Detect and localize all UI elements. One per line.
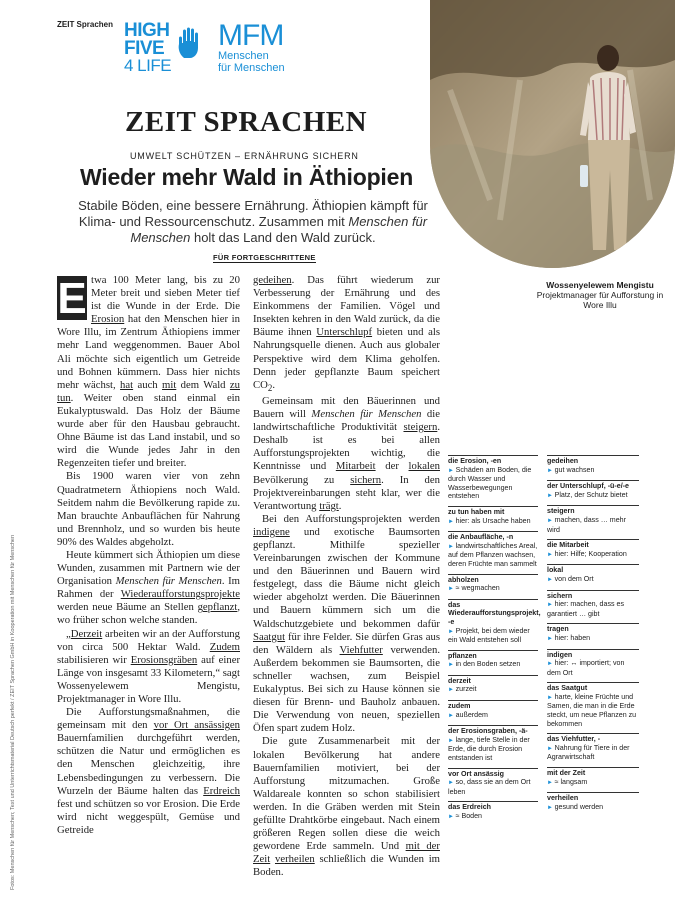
text: . — [272, 378, 275, 391]
vocab-term: mit der Zeit — [547, 769, 586, 778]
vocab-entry — [448, 725, 538, 762]
vocab-definition-text: hier: Hilfe; Kooperation — [554, 549, 627, 558]
vocab-link: zu tun — [57, 378, 240, 404]
vocab-entry — [547, 649, 639, 678]
vocab-link: Erdreich — [203, 784, 240, 797]
vocab-definition-text: gut wachsen — [554, 465, 595, 474]
triangle-icon: ► — [547, 661, 555, 668]
vocab-definition — [448, 778, 538, 796]
vocab-definition — [547, 634, 639, 644]
vocab-link: gepflanzt — [197, 601, 238, 614]
vocab-term: die Anbaufläche, -n — [448, 533, 514, 542]
vocab-definition — [448, 517, 538, 527]
text: die landwirtschaftliche Produktivität — [253, 408, 440, 434]
photo-caption — [530, 280, 670, 310]
vocab-term: gedeihen — [547, 457, 579, 465]
photo-credit: Fotos: Menschen für Menschen; Text und Unterrichtsmaterial Deutsch perfekt / ZEIT Sprachen GmbH in Kooperation mit Menschen für Menschen — [10, 534, 16, 890]
vocab-definition — [547, 778, 639, 788]
vocab-link: vor Ort ansässigen — [153, 719, 241, 732]
triangle-icon: ► — [547, 804, 555, 811]
vocab-link: Erosionsgräben — [130, 653, 198, 666]
paragraph-2: Bis 1900 waren vier von zehn Quadratmetern Äthiopiens noch Wald. Seitdem nahm die Bevölkerung rapide zu. Man brauchte Anbauflächen für Nahrung und Brennholz, und so wurden bis heute 90% des Waldes abgeholzt. — [57, 470, 240, 548]
portrait-photo — [430, 0, 675, 268]
vocab-definition — [448, 466, 538, 501]
paragraph-9 — [253, 735, 440, 879]
body-column-1 — [57, 274, 240, 837]
triangle-icon: ► — [547, 467, 555, 474]
vocab-entry — [448, 531, 538, 568]
text: Bevölkerung zu — [253, 473, 351, 486]
vocab-entry — [448, 675, 538, 695]
vocab-definition-text: von dem Ort — [554, 574, 594, 583]
org-name: Menschen für Menschen — [311, 408, 422, 421]
vocab-term: vor Ort ansässig — [448, 769, 504, 778]
caption-name: Wossenyelewem Mengistu — [546, 280, 654, 290]
paragraph-3 — [57, 549, 240, 628]
vocab-link: Wiederaufforstungsprojekte — [120, 588, 240, 601]
triangle-icon: ► — [547, 576, 555, 583]
text: stabilisieren wir — [57, 653, 131, 666]
vocab-definition-text: Projekt, bei dem wieder ein Wald entstehen soll — [448, 626, 530, 645]
text: Heute kümmert sich Äthiopien um diese Wunden, zusammen mit Partnern wie der Organisation — [57, 548, 240, 588]
vocab-definition-text: Nahrung für Tiere in der Agrarwirtschaft — [547, 743, 630, 762]
vocab-link: lokalen — [408, 460, 440, 473]
vocab-term: zu tun haben mit — [448, 507, 505, 516]
text: . Deshalb ist es bei allen Aufforstungsprojekten wichtig, die Kenntnisse und — [253, 421, 440, 473]
vocab-link: Mitarbeit — [335, 460, 376, 473]
text: für ihre Felder. Sie dürfen Gras aus den Wäldern als — [253, 630, 440, 656]
vocab-term: die Mitarbeit — [547, 541, 589, 550]
vocab-definition-text: ≈ Boden — [455, 812, 482, 820]
vocab-entry — [547, 505, 639, 534]
vocab-definition — [547, 659, 639, 677]
vocab-term: die Erosion, -en — [448, 457, 502, 465]
text: werden neue Bäume an Stellen — [57, 601, 198, 614]
text: . Im Rahmen der — [57, 575, 240, 601]
kicker: UMWELT SCHÜTZEN – ERNÄHRUNG SICHERN — [130, 151, 359, 161]
vocab-definition — [547, 575, 639, 585]
vocab-term: steigern — [547, 507, 575, 516]
vocab-entry — [547, 792, 639, 812]
body-column-2 — [253, 274, 440, 879]
paragraph-8 — [253, 513, 440, 736]
vocab-entry — [547, 623, 639, 643]
vocab-entry — [547, 480, 639, 500]
text: Gemeinsam mit den Bäuerinnen und Bauern will — [253, 394, 440, 421]
text: Bauernfamilien durchgeführt werden, schützen die Natur und ermöglichen es den Menschen gleichzeitig, ihre Lebensbedingungen zu verbessern. Die Wurzeln der Bäume halten das — [57, 732, 240, 797]
text: Die gute Zusammenarbeit mit der lokalen Bevölkerung hat andere Bauernfamilien motiviert, bei der Aufforstung mitzumachen. Große Waldareale konnten so schon stabilisiert werden. In die Gräben werden mit Stein gefüllte Drahtkörbe eingebaut. Nach einem größeren Regen sollen diese die weich gewordene Erde sammeln. Und — [253, 735, 440, 853]
vocab-definition-text: so, dass sie an dem Ort leben — [448, 778, 531, 796]
vocab-entry — [547, 767, 639, 787]
highfive-line3: 4 LIFE — [124, 56, 172, 76]
triangle-icon: ► — [547, 517, 555, 524]
text: auch — [133, 378, 163, 391]
teaser-part2: holt das Land den Wald zurück. — [190, 230, 376, 245]
paragraph-5 — [57, 706, 240, 837]
level-label: FÜR FORTGESCHRITTENE — [213, 253, 316, 262]
paragraph-6 — [253, 274, 440, 395]
teaser — [73, 198, 433, 246]
vocab-link: hat — [120, 378, 134, 391]
text: der — [375, 460, 409, 473]
vocab-entry — [547, 590, 639, 619]
vocab-definition-text: landwirtschaftliches Areal, auf dem Pflanzen wachsen, deren Früchte man sammelt — [448, 541, 538, 568]
paragraph-1 — [57, 274, 240, 470]
text: , wo früher schon welche standen. — [57, 601, 240, 627]
vocab-definition-text: machen, dass … mehr wird — [547, 515, 626, 534]
caption-role: Projektmanager für Aufforstung in Wore Illu — [536, 290, 664, 310]
triangle-icon: ► — [448, 662, 456, 669]
vocab-entry — [448, 599, 541, 645]
vocab-entry — [448, 768, 538, 797]
vocab-definition — [547, 516, 639, 534]
vocab-definition — [448, 736, 538, 763]
text: hat den Menschen hier in Wore Illu, im Zentrum Äthiopiens immer mehr Land weggenommen. Bauer Abol Ali möchte sich eigentlich um Getreide und Bohnen kümmern. Dass hier nichts mehr wächst, — [57, 313, 240, 391]
triangle-icon: ► — [448, 687, 456, 694]
vocab-entry — [547, 539, 639, 559]
vocab-term: indigen — [547, 650, 573, 659]
triangle-icon: ► — [547, 492, 555, 499]
vocab-definition-text: hier: als Ursache haben — [455, 516, 531, 525]
vocab-definition-text: hier: haben — [554, 633, 591, 642]
highfive-logo — [124, 22, 171, 74]
vocab-definition-text: ≈ langsam — [554, 777, 588, 786]
vocab-entry — [448, 650, 538, 670]
vocab-term: lokal — [547, 566, 564, 575]
vocab-term: der Unterschlupf, -ü-e/-e — [547, 482, 629, 491]
vocab-link: mit — [162, 378, 177, 391]
mfm-line1: Menschen — [218, 50, 269, 62]
triangle-icon: ► — [448, 712, 456, 719]
vocab-link: Saatgut — [253, 630, 286, 643]
triangle-icon: ► — [547, 635, 555, 642]
vocab-definition — [448, 812, 538, 822]
vocab-term: abholzen — [448, 575, 479, 584]
highfive-line1: HIGH — [124, 20, 170, 41]
vocab-entry — [448, 574, 538, 594]
vocab-definition-text: lange, tiefe Stelle in der Erde, die durch Erosion entstanden ist — [448, 735, 530, 763]
text: Die Aufforstungsmaßnahmen, die gemeinsam mit den — [57, 706, 240, 732]
triangle-icon: ► — [547, 551, 555, 558]
vocab-term: das Wiederaufforstungsprojekt, -e — [448, 600, 541, 626]
vocab-term: pflanzen — [448, 651, 477, 660]
vocab-term: zudem — [448, 702, 471, 711]
vocab-definition — [448, 711, 538, 721]
text: schließlich die Wunden im Boden. — [253, 853, 440, 879]
vocab-term: sichern — [547, 591, 573, 600]
triangle-icon: ► — [547, 602, 555, 609]
teaser-part1: Stabile Böden, eine bessere Ernährung. Äthiopien kämpft für Klima- und Ressourcenschutz. Zusammen mit — [78, 198, 428, 229]
vocab-link: Derzeit — [70, 627, 103, 640]
vocab-entry — [547, 455, 639, 475]
vocab-definition — [448, 627, 538, 645]
triangle-icon: ► — [448, 467, 456, 474]
vocab-definition — [547, 600, 639, 618]
vocab-link: Zudem — [209, 640, 240, 653]
headline: Wieder mehr Wald in Äthiopien — [80, 164, 414, 190]
text: arbeiten wir an der Aufforstung von circa 500 Hektar Wald. — [57, 627, 240, 653]
triangle-icon: ► — [448, 780, 456, 787]
vocab-term: der Erosionsgraben, -ä- — [448, 727, 528, 736]
text: . Weiter oben stand einmal ein Eukalyptuswald. Das Holz der Bäume wurde aber für den Hausbau gebraucht. Ohne Bäume ist das Land instabil, und so wird die Wunde jedes Jahr in den Regenzeiten tiefer und breiter. — [57, 391, 240, 470]
text: und exotische Baumsorten gepflanzt. Mithilfe spezieller Vereinbarungen zwischen der Kommune und den Bäuerinnen und Bauern wird festgelegt, dass die Bäume nicht gleich wieder abgeholzt werden. Die Bäuerinnen und Bauern kümmern sich um die Waldschutzgebiete und bekommen dafür — [253, 525, 440, 630]
mfm-logo — [218, 19, 285, 74]
vocab-link: gedeihen — [253, 274, 292, 286]
triangle-icon: ► — [448, 628, 456, 635]
text: . — [338, 499, 342, 512]
vocab-definition — [547, 466, 639, 476]
triangle-icon: ► — [448, 814, 456, 820]
mfm-wordmark: MFM — [218, 19, 284, 52]
portrait-illustration — [430, 0, 675, 268]
triangle-icon: ► — [547, 745, 555, 752]
text: verwenden. Außerdem bekommen sie Baumsorten, die schneller wachsen, zum Beispiel Eukalyptus. Bei sich zu Hause können sie diesen für Brenn- und Bauholz anbauen. Die Verwendung von neuen, speziellen Öfen spart zudem Holz. — [253, 643, 440, 735]
vocab-column-2 — [547, 455, 639, 817]
org-name: Menschen für Menschen — [115, 575, 222, 588]
vocab-term: verheilen — [547, 794, 579, 803]
vocab-definition-text: Platz, der Schutz bietet — [554, 490, 628, 499]
text: fest und schützen so vor Erosion. Die Erde wird nicht weggespült, Gemüse und Getreide — [57, 797, 240, 836]
subscript: 2 — [267, 382, 273, 393]
vocab-link: indigene — [253, 525, 290, 538]
triangle-icon: ► — [448, 586, 456, 593]
triangle-icon: ► — [547, 694, 555, 701]
vocab-definition — [547, 550, 639, 560]
vocab-term: derzeit — [448, 676, 471, 685]
triangle-icon: ► — [547, 779, 555, 786]
vocab-entry — [547, 733, 639, 762]
vocab-definition — [448, 542, 538, 569]
vocab-entry — [547, 564, 639, 584]
vocab-entry — [448, 801, 538, 821]
paragraph-7 — [253, 395, 440, 513]
text: auf einer Länge von insgesamt 33 Kilometern,“ sagt Wossenyelewem Mengistu, Projektmanager in Wore Illu. — [57, 653, 240, 705]
vocab-link: trägt — [319, 499, 339, 512]
masthead: ZEIT SPRACHEN — [125, 106, 368, 138]
vocab-link: verheilen — [274, 853, 315, 866]
paragraph-4 — [57, 628, 240, 707]
text: dem Wald — [176, 378, 230, 391]
hand-icon — [176, 26, 206, 60]
text: „ — [66, 627, 71, 640]
vocab-definition — [448, 685, 538, 695]
vocab-definition-text: hier: ↔ importiert; von dem Ort — [547, 659, 625, 677]
vocab-link: steigern — [403, 421, 438, 434]
highfive-line2: FIVE — [124, 38, 165, 60]
vocab-column-1 — [448, 455, 541, 827]
vocab-definition-text: zurzeit — [455, 685, 477, 694]
vocab-definition — [547, 803, 639, 813]
text: bieten und als Nahrungsquelle dienen. Auch aus globaler Perspektive wird dem Klima geholfen. Denn jeder gepflanzte Baum speichert CO — [253, 326, 440, 391]
vocab-link: Erosion — [91, 313, 125, 326]
vocab-definition — [547, 491, 639, 501]
brand-label: ZEIT Sprachen — [57, 20, 114, 29]
teaser-italic: Menschen für Menschen — [130, 214, 428, 245]
vocab-definition-text: ≈ wegmachen — [455, 584, 500, 593]
vocab-term: das Saatgut — [547, 684, 588, 693]
triangle-icon: ► — [448, 518, 456, 525]
text: Bei den Aufforstungsprojekten werden — [262, 512, 440, 525]
vocab-link: Unterschlupf — [316, 326, 373, 339]
text: . Das führt wiederum zur Verbesserung der Ernährung und des Einkommens der Familien. Vögel und Insekten kehren in den Wald zurück, da die Bäume ihnen — [253, 274, 440, 339]
triangle-icon: ► — [448, 543, 456, 550]
vocab-entry — [547, 682, 639, 728]
vocab-term: das Viehfutter, - — [547, 735, 601, 744]
vocab-definition-text: Schäden am Boden, die durch Wasser und Wasserbewegungen entstehen — [448, 465, 532, 501]
vocab-entry — [448, 700, 538, 720]
vocab-definition — [448, 584, 538, 594]
vocab-entry — [448, 506, 538, 526]
vocab-definition-text: gesund werden — [554, 802, 604, 811]
vocab-term: das Erdreich — [448, 803, 491, 812]
vocab-definition-text: hier: machen, dass es garantiert … gibt — [547, 600, 625, 618]
text: twa 100 Meter lang, bis zu 20 Meter breit und sieben Meter tief ist die Wunde in der Erde. Die — [91, 274, 240, 313]
vocab-definition — [547, 693, 639, 728]
text: . In den Projektvereinbarungen steht klar, wer die Verantwortung — [253, 473, 440, 512]
vocab-entry — [448, 455, 538, 501]
vocab-definition-text: harte, kleine Früchte und Samen, die man in die Erde steckt, um neue Pflanzen zu bekommen — [547, 692, 637, 728]
triangle-icon: ► — [448, 737, 456, 744]
vocab-link: sichern — [350, 473, 382, 486]
mfm-line2: für Menschen — [218, 62, 285, 74]
vocab-term: tragen — [547, 625, 569, 634]
vocab-definition — [547, 744, 639, 762]
vocab-definition-text: außerdem — [455, 710, 488, 719]
vocab-link: Viehfutter — [339, 643, 383, 656]
vocab-link: mit der Zeit — [253, 840, 440, 866]
vocab-definition-text: in den Boden setzen — [455, 660, 521, 669]
dropcap: E — [57, 274, 87, 323]
vocab-definition — [448, 660, 538, 670]
